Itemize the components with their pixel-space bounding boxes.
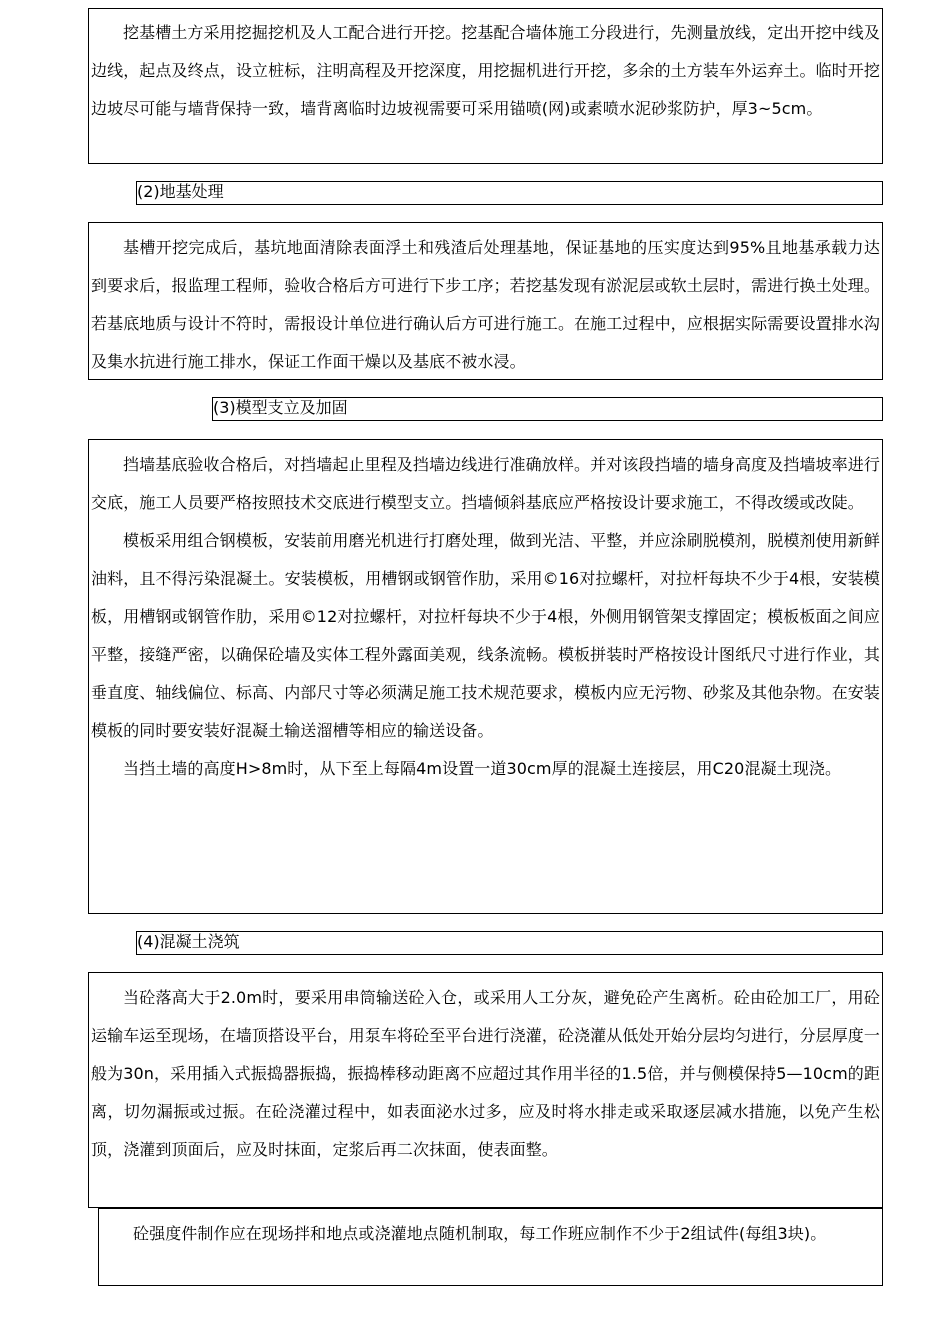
formwork-paragraph-1: 挡墙基底验收合格后，对挡墙起止里程及挡墙边线进行准确放样。并对该段挡墙的墙身高度及挡墙坡率进行交底，施工人员要严格按照技术交底进行模型支立。挡墙倾斜基底应严格按设计要求施工，不得改缓或改陡。 [91,455,880,512]
formwork-paragraph-2: 模板采用组合钢模板，安装前用磨光机进行打磨处理，做到光洁、平整，并应涂刷脱模剂，脱模剂使用新鲜油料，且不得污染混凝土。安装模板，用槽钢或钢管作肋，采用©16对拉螺杆，对拉杆每块不少于4根，安装模板，用槽钢或钢管作肋，采用©12对拉螺杆，对拉杆每块不少于4根，外侧用钢管架支撑固定；模板板面之间应平整，接缝严密，以确保砼墙及实体工程外露面美观，线条流畅。模板拼装时严格按设计图纸尺寸进行作业，其垂直度、轴线偏位、标高、内部尺寸等必须满足施工技术规范要求，模板内应无污物、砂浆及其他杂物。在安装模板的同时要安装好混凝土输送溜槽等相应的输送设备。 [91,531,880,740]
excavation-paragraph: 挖基槽土方采用挖掘挖机及人工配合进行开挖。挖基配合墙体施工分段进行，先测量放线，定出开挖中线及边线，起点及终点，设立桩标，注明高程及开挖深度，用挖掘机进行开挖，多余的土方装车外运弃土。临时开挖边坡尽可能与墙背保持一致，墙背离临时边坡视需要可采用锚喷(网)或素喷水泥砂浆防护，厚3~5cm。 [91,23,880,118]
concrete-text-box [88,972,883,1208]
foundation-heading: (2)地基处理 [136,181,883,205]
concrete-heading: (4)混凝土浇筑 [136,931,883,955]
excavation-text-box [88,8,883,164]
formwork-heading: (3)模型支立及加固 [212,397,883,421]
formwork-text-box [88,439,883,914]
foundation-paragraph: 基槽开挖完成后，基坑地面清除表面浮土和残渣后处理基地，保证基地的压实度达到95%且地基承载力达到要求后，报监理工程师，验收合格后方可进行下步工序；若挖基发现有淤泥层或软土层时，需进行换土处理。若基底地质与设计不符时，需报设计单位进行确认后方可进行施工。在施工过程中，应根据实际需要设置排水沟及集水抗进行施工排水，保证工作面干燥以及基底不被水浸。 [91,238,880,371]
formwork-paragraph-3: 当挡土墙的高度H>8m时，从下至上每隔4m设置一道30cm厚的混凝土连接层，用C20混凝土现浇。 [123,759,842,778]
foundation-text-box [88,222,883,380]
specimens-paragraph: 砼强度件制作应在现场拌和地点或浇灌地点随机制取，每工作班应制作不少于2组试件(每组3块)。 [133,1224,827,1243]
specimens-text-box [98,1208,883,1286]
concrete-paragraph: 当砼落高大于2.0m时，要采用串筒输送砼入仓，或采用人工分灰，避免砼产生离析。砼由砼加工厂，用砼运输车运至现场，在墙顶搭设平台，用泵车将砼至平台进行浇灌，砼浇灌从低处开始分层均匀进行，分层厚度一般为30n，采用插入式振捣器振捣，振捣棒移动距离不应超过其作用半径的1.5倍，并与侧模保持5—10cm的距离，切勿漏振或过振。在砼浇灌过程中，如表面泌水过多，应及时将水排走或采取逐层减水措施，以免产生松顶，浇灌到顶面后，应及时抹面，定浆后再二次抹面，使表面整。 [91,988,880,1159]
